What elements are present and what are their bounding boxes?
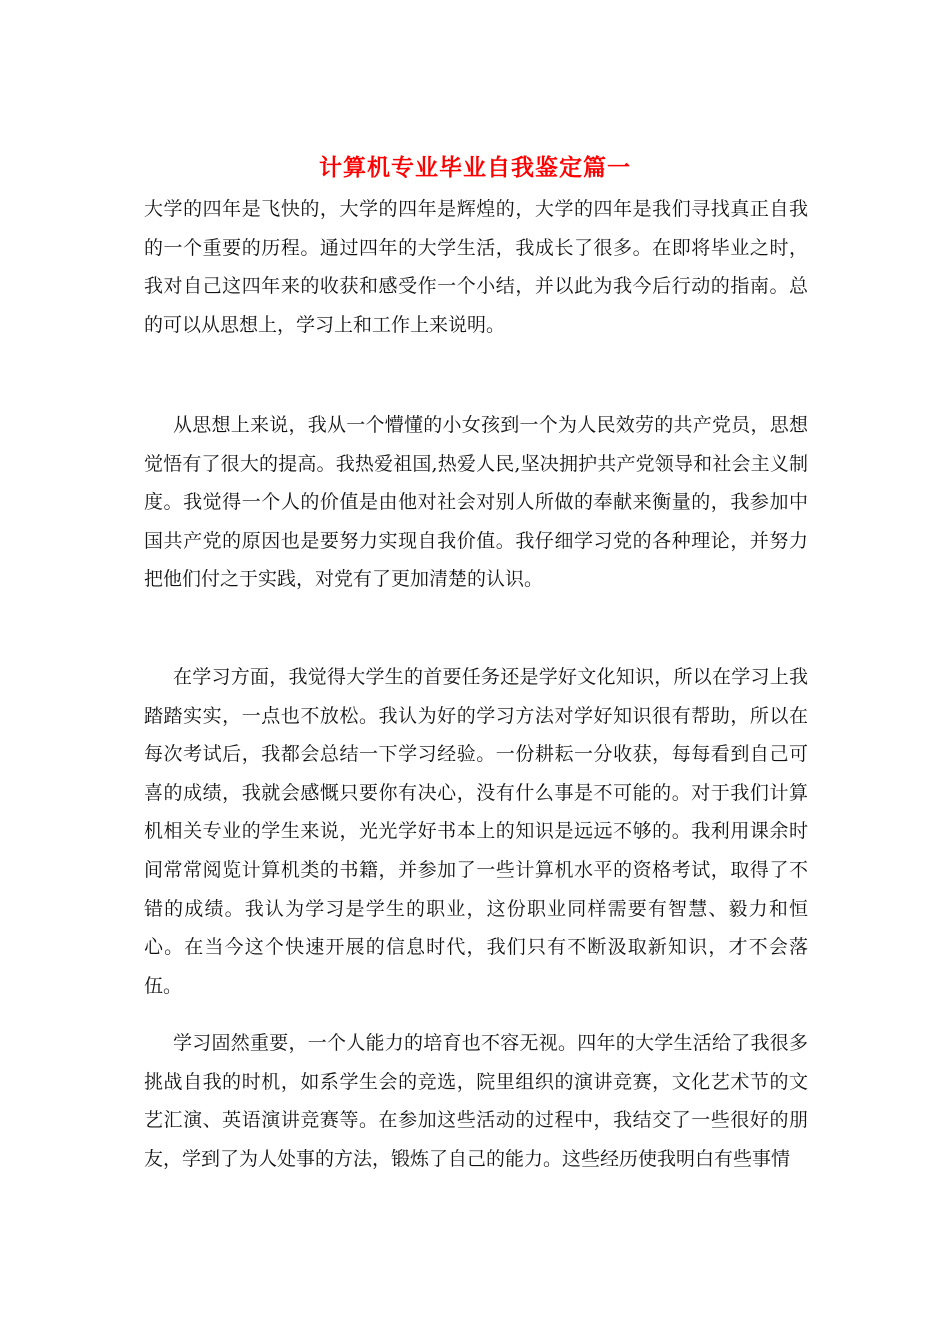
paragraph-ability: 学习固然重要，一个人能力的培育也不容无视。四年的大学生活给了我很多挑战自我的时机，如系学生会的竞选，院里组织的演讲竞赛，文化艺术节的文艺汇演、英语演讲竞赛等。在参加这些活动的过程中，我结交了一些很好的朋友，学到了为人处事的方法，锻炼了自己的能力。这些经历使我明白有些事情 (144, 1032, 808, 1170)
document-title: 计算机专业毕业自我鉴定篇一 (319, 154, 631, 181)
paragraph-thought: 从思想上来说，我从一个懵懂的小女孩到一个为人民效劳的共产党员，思想觉悟有了很大的提高。我热爱祖国,热爱人民,坚决拥护共产党领导和社会主义制度。我觉得一个人的价值是由他对社会对别人所做的奉献来衡量的，我参加中国共产党的原因也是要努力实现自我价值。我仔细学习党的各种理论，并努力把他们付之于实践，对党有了更加清楚的认识。 (144, 414, 808, 591)
paragraph-intro: 大学的四年是飞快的，大学的四年是辉煌的，大学的四年是我们寻找真正自我的一个重要的历程。通过四年的大学生活，我成长了很多。在即将毕业之时，我对自己这四年来的收获和感受作一个小结，并以此为我今后行动的指南。总的可以从思想上，学习上和工作上来说明。 (144, 198, 808, 336)
paragraph-study: 在学习方面，我觉得大学生的首要任务还是学好文化知识，所以在学习上我踏踏实实，一点也不放松。我认为好的学习方法对学好知识很有帮助，所以在每次考试后，我都会总结一下学习经验。一份耕耘一分收获，每每看到自己可喜的成绩，我就会感慨只要你有决心，没有什么事是不可能的。对于我们计算机相关专业的学生来说，光光学好书本上的知识是远远不够的。我利用课余时间常常阅览计算机类的书籍，并参加了一些计算机水平的资格考试，取得了不错的成绩。我认为学习是学生的职业，这份职业同样需要有智慧、毅力和恒心。在当今这个快速开展的信息时代，我们只有不断汲取新知识，才不会落伍。 (144, 666, 808, 997)
